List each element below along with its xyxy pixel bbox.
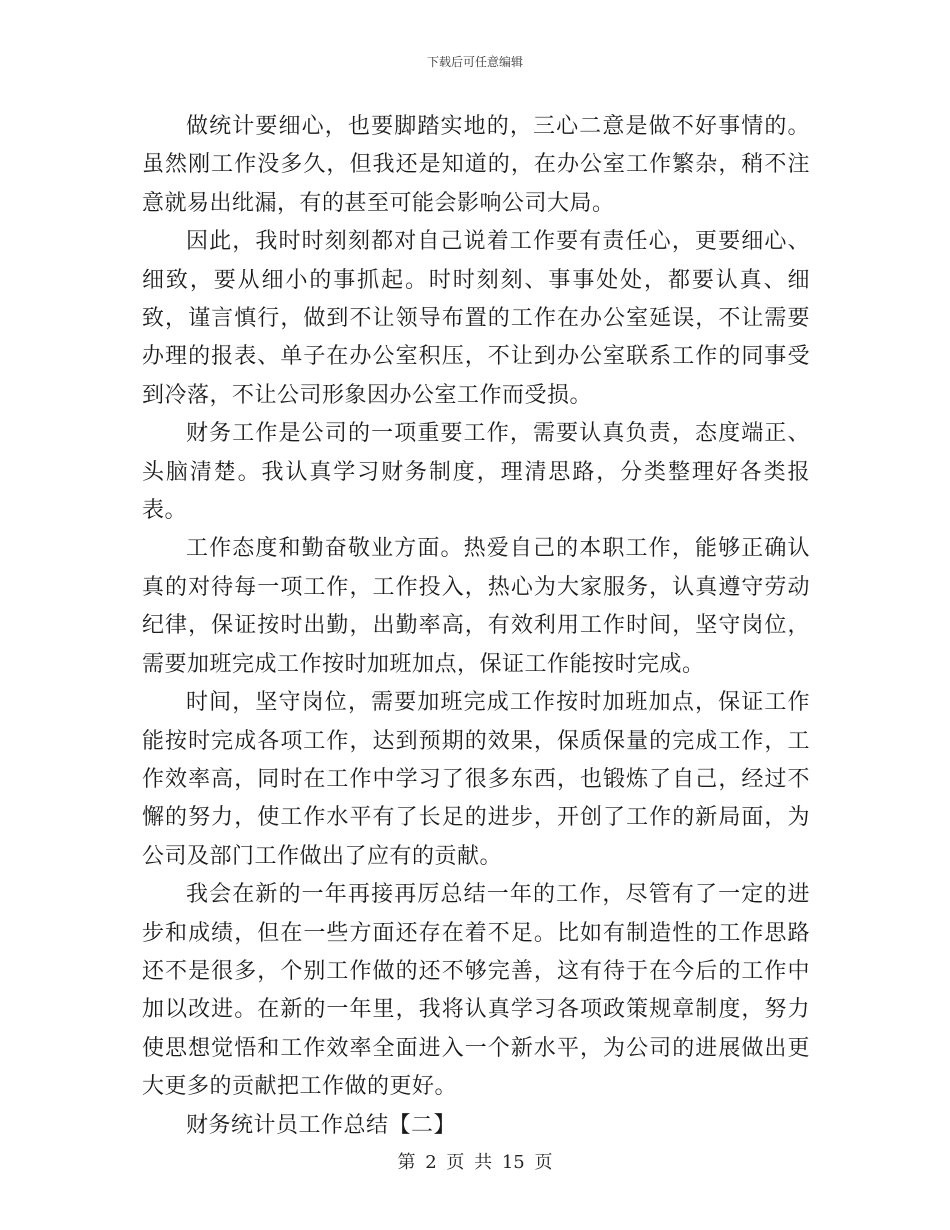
section-title: 财务统计员工作总结【二】 — [186, 1112, 457, 1138]
page-footer: 第 2 页 共 15 页 — [397, 1152, 553, 1173]
paragraph-4: 工作态度和勤奋敬业方面。热爱自己的本职工作，能够正确认真的对待每一项工作，工作投入，热心为大家服务，认真遵守劳动纪律，保证按时出勤，出勤率高，有效利用工作时间，坚守岗位，需要加班完成工作按时加班加点，保证工作能按时完成。 — [142, 536, 810, 677]
page-header: 下载后可任意编辑 — [426, 55, 523, 69]
paragraph-5: 时间，坚守岗位，需要加班完成工作按时加班加点，保证工作能按时完成各项工作，达到预期的效果，保质保量的完成工作，工作效率高，同时在工作中学习了很多东西，也锻炼了自己，经过不懈的努力，使工作水平有了长足的进步，开创了工作的新局面，为公司及部门工作做出了应有的贡献。 — [142, 690, 810, 869]
paragraph-1: 做统计要细心，也要脚踏实地的，三心二意是做不好事情的。虽然刚工作没多久，但我还是知道的，在办公室工作繁杂，稍不注意就易出纰漏，有的甚至可能会影响公司大局。 — [142, 114, 810, 216]
paragraph-6: 我会在新的一年再接再厉总结一年的工作，尽管有了一定的进步和成绩，但在一些方面还存在着不足。比如有制造性的工作思路还不是很多，个别工作做的还不够完善，这有待于在今后的工作中加以改进。在新的一年里，我将认真学习各项政策规章制度，努力使思想觉悟和工作效率全面进入一个新水平，为公司的进展做出更大更多的贡献把工作做的更好。 — [142, 882, 810, 1100]
paragraph-2: 因此，我时时刻刻都对自己说着工作要有责任心，更要细心、细致，要从细小的事抓起。时时刻刻、事事处处，都要认真、细致，谨言慎行，做到不让领导布置的工作在办公室延误，不让需要办理的报表、单子在办公室积压，不让到办公室联系工作的同事受到冷落，不让公司形象因办公室工作而受损。 — [142, 229, 810, 408]
paragraph-3: 财务工作是公司的一项重要工作，需要认真负责，态度端正、头脑清楚。我认真学习财务制度，理清思路，分类整理好各类报表。 — [142, 421, 810, 524]
document-body — [142, 108, 810, 1145]
